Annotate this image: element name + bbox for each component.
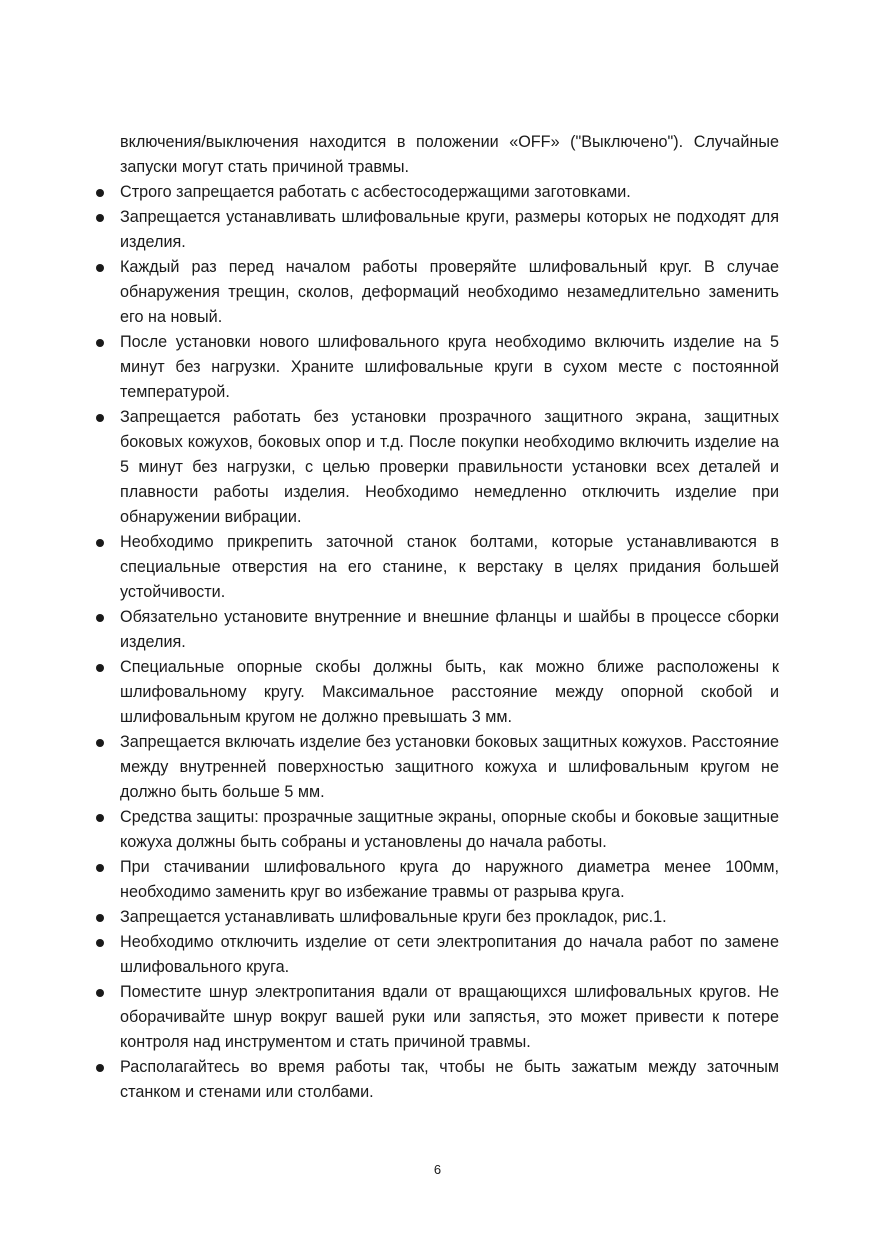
bullet-item [120, 1055, 779, 1105]
bullet-icon [96, 939, 104, 947]
continued-paragraph: включения/выключения находится в положении «OFF» ("Выключено"). Случайные запуски могут стать причиной травмы. [120, 133, 779, 176]
bullet-item [120, 405, 779, 530]
bullet-text: Специальные опорные скобы должны быть, как можно ближе расположены к шлифовальному кругу. Максимальное расстояние между опорной скобой и шлифовальным кругом не должно превышать 3 мм. [120, 658, 779, 726]
bullet-icon [96, 864, 104, 872]
bullet-item [120, 655, 779, 730]
bullet-item [120, 205, 779, 255]
bullet-text: Запрещается устанавливать шлифовальные круги, размеры которых не подходят для изделия. [120, 208, 779, 251]
bullet-text: При стачивании шлифовального круга до наружного диаметра менее 100мм, необходимо заменить круг во избежание травмы от разрыва круга. [120, 858, 779, 901]
bullet-item [120, 530, 779, 605]
bullet-icon [96, 814, 104, 822]
bullet-text: Располагайтесь во время работы так, чтобы не быть зажатым между заточным станком и стенами или столбами. [120, 1058, 779, 1101]
bullet-text: Каждый раз перед началом работы проверяйте шлифовальный круг. В случае обнаружения трещин, сколов, деформаций необходимо незамедлительно заменить его на новый. [120, 258, 779, 326]
bullet-icon [96, 539, 104, 547]
safety-bullet-list [120, 180, 779, 1105]
bullet-icon [96, 214, 104, 222]
bullet-text: После установки нового шлифовального круга необходимо включить изделие на 5 минут без нагрузки. Храните шлифовальные круги в сухом месте с постоянной температурой. [120, 333, 779, 401]
bullet-item [120, 930, 779, 980]
bullet-item [120, 605, 779, 655]
bullet-icon [96, 989, 104, 997]
bullet-text: Поместите шнур электропитания вдали от вращающихся шлифовальных кругов. Не оборачивайте шнур вокруг вашей руки или запястья, это может привести к потере контроля над инструментом и стать причиной травмы. [120, 983, 779, 1051]
bullet-text: Необходимо отключить изделие от сети электропитания до начала работ по замене шлифовального круга. [120, 933, 779, 976]
bullet-item [120, 730, 779, 805]
bullet-icon [96, 414, 104, 422]
bullet-item [120, 180, 779, 205]
bullet-text: Необходимо прикрепить заточной станок болтами, которые устанавливаются в специальные отверстия на его станине, к верстаку в целях придания большей устойчивости. [120, 533, 779, 601]
bullet-icon [96, 664, 104, 672]
bullet-icon [96, 264, 104, 272]
bullet-icon [96, 1064, 104, 1072]
bullet-item [120, 805, 779, 855]
bullet-text: Строго запрещается работать с асбестосодержащими заготовками. [120, 183, 631, 201]
bullet-icon [96, 614, 104, 622]
bullet-text: Запрещается включать изделие без установки боковых защитных кожухов. Расстояние между внутренней поверхностью защитного кожуха и шлифовальным кругом не должно быть больше 5 мм. [120, 733, 779, 801]
bullet-text: Запрещается устанавливать шлифовальные круги без прокладок, рис.1. [120, 908, 667, 926]
bullet-item [120, 330, 779, 405]
bullet-icon [96, 739, 104, 747]
bullet-text: Обязательно установите внутренние и внешние фланцы и шайбы в процессе сборки изделия. [120, 608, 779, 651]
page-number: 6 [433, 1162, 442, 1177]
bullet-icon [96, 914, 104, 922]
bullet-icon [96, 189, 104, 197]
page-content [120, 130, 779, 1105]
bullet-item [120, 855, 779, 905]
bullet-icon [96, 339, 104, 347]
bullet-text: Средства защиты: прозрачные защитные экраны, опорные скобы и боковые защитные кожуха должны быть собраны и установлены до начала работы. [120, 808, 779, 851]
bullet-item [120, 255, 779, 330]
bullet-text: Запрещается работать без установки прозрачного защитного экрана, защитных боковых кожухов, боковых опор и т.д. После покупки необходимо включить изделие на 5 минут без нагрузки, с целью проверки правильности установки всех деталей и плавности работы изделия. Необходимо немедленно отключить изделие при обнаружении вибрации. [120, 408, 779, 526]
bullet-item [120, 905, 779, 930]
bullet-item [120, 980, 779, 1055]
